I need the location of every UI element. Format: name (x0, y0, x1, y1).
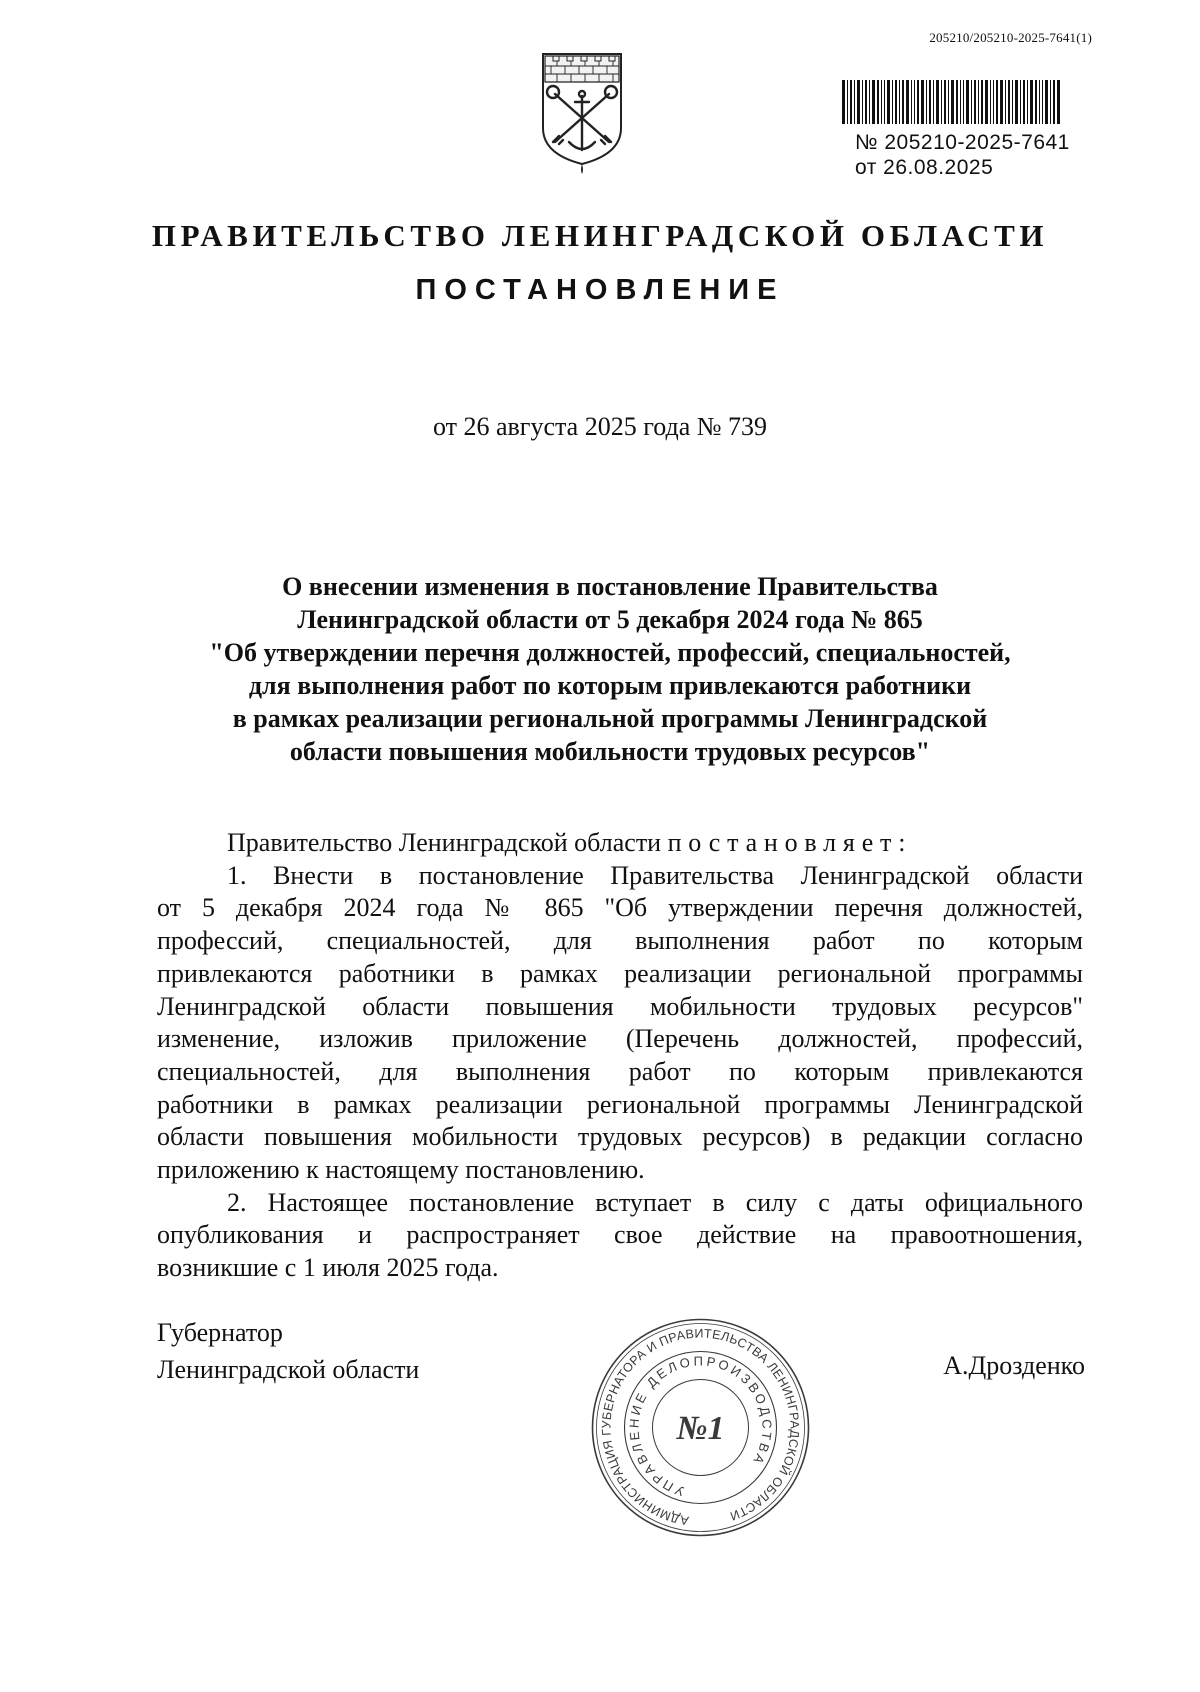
government-title: ПРАВИТЕЛЬСТВО ЛЕНИНГРАДСКОЙ ОБЛАСТИ (151, 218, 1049, 253)
preamble (157, 827, 1083, 860)
subject-line: в рамках реализации региональной программы Ленинградской (232, 704, 988, 733)
item-1-line: 1. Внести в постановление Правительства Ленинградской области (227, 860, 1083, 890)
stamp-outer-text: АДМИНИСТРАЦИЯ ГУБЕРНАТОРА И ПРАВИТЕЛЬСТВА ЛЕНИНГРАДСКОЙ ОБЛАСТИ (599, 1326, 802, 1528)
item-1-line: от 5 декабря 2024 года № 865 "Об утверждении перечня должностей, (157, 893, 1083, 923)
signatory-title: Губернатор (157, 1318, 283, 1347)
barcode (842, 80, 1060, 124)
stamp-inner-text: УПРАВЛЕНИЕ ДЕЛОПРОИЗВОДСТВА (626, 1353, 775, 1500)
official-stamp (588, 1315, 813, 1540)
coat-of-arms-icon (537, 50, 627, 176)
signatory-position (157, 1314, 419, 1388)
document-body (157, 827, 1083, 1285)
item-1-line: изменение, изложив приложение (Перечень должностей, профессий, (157, 1024, 1083, 1054)
item-1-line: области повышения мобильности трудовых ресурсов) в редакции согласно (157, 1122, 1083, 1152)
item-2-line: 2. Настоящее постановление вступает в силу с даты официального (227, 1187, 1083, 1217)
document-type: ПОСТАНОВЛЕНИЕ (415, 274, 785, 306)
subject-line: области повышения мобильности трудовых ресурсов" (289, 737, 931, 766)
item-2-line: возникшие с 1 июля 2025 года. (157, 1253, 499, 1283)
registration-date: от 26.08.2025 (855, 156, 994, 179)
subject-line: "Об утверждении перечня должностей, профессий, специальностей, (209, 638, 1011, 667)
item-1-line: работники в рамках реализации региональной программы Ленинградской (157, 1089, 1083, 1119)
registration-number: № 205210-2025-7641 (855, 131, 1070, 154)
item-1-line: Ленинградской области повышения мобильности трудовых ресурсов" (157, 991, 1083, 1021)
stamp-center-text: №1 (676, 1410, 725, 1447)
item-2-line: опубликования и распространяет свое действие на правоотношения, (157, 1220, 1083, 1250)
preamble-text: Правительство Ленинградской области (227, 828, 668, 857)
subject-line: для выполнения работ по которым привлекаются работники (248, 671, 972, 700)
registry-code: 205210/205210-2025-7641(1) (929, 30, 1092, 45)
document-subject (150, 570, 1070, 768)
item-1-line: приложению к настоящему постановлению. (157, 1155, 645, 1185)
item-1-line: привлекаются работники в рамках реализации региональной программы (157, 958, 1083, 988)
item-1-line: специальностей, для выполнения работ по которым привлекаются (157, 1056, 1083, 1086)
subject-line: О внесении изменения в постановление Правительства (282, 572, 938, 601)
item-1-line: профессий, специальностей, для выполнения работ по которым (157, 926, 1083, 956)
signatory-region: Ленинградской области (157, 1355, 420, 1384)
subject-line: Ленинградской области от 5 декабря 2024 года № 865 (297, 605, 923, 634)
preamble-decree-word: постановляет: (667, 828, 913, 857)
document-date-number: от 26 августа 2025 года № 739 (432, 412, 768, 441)
signatory-name: А.Дрозденко (943, 1351, 1085, 1380)
